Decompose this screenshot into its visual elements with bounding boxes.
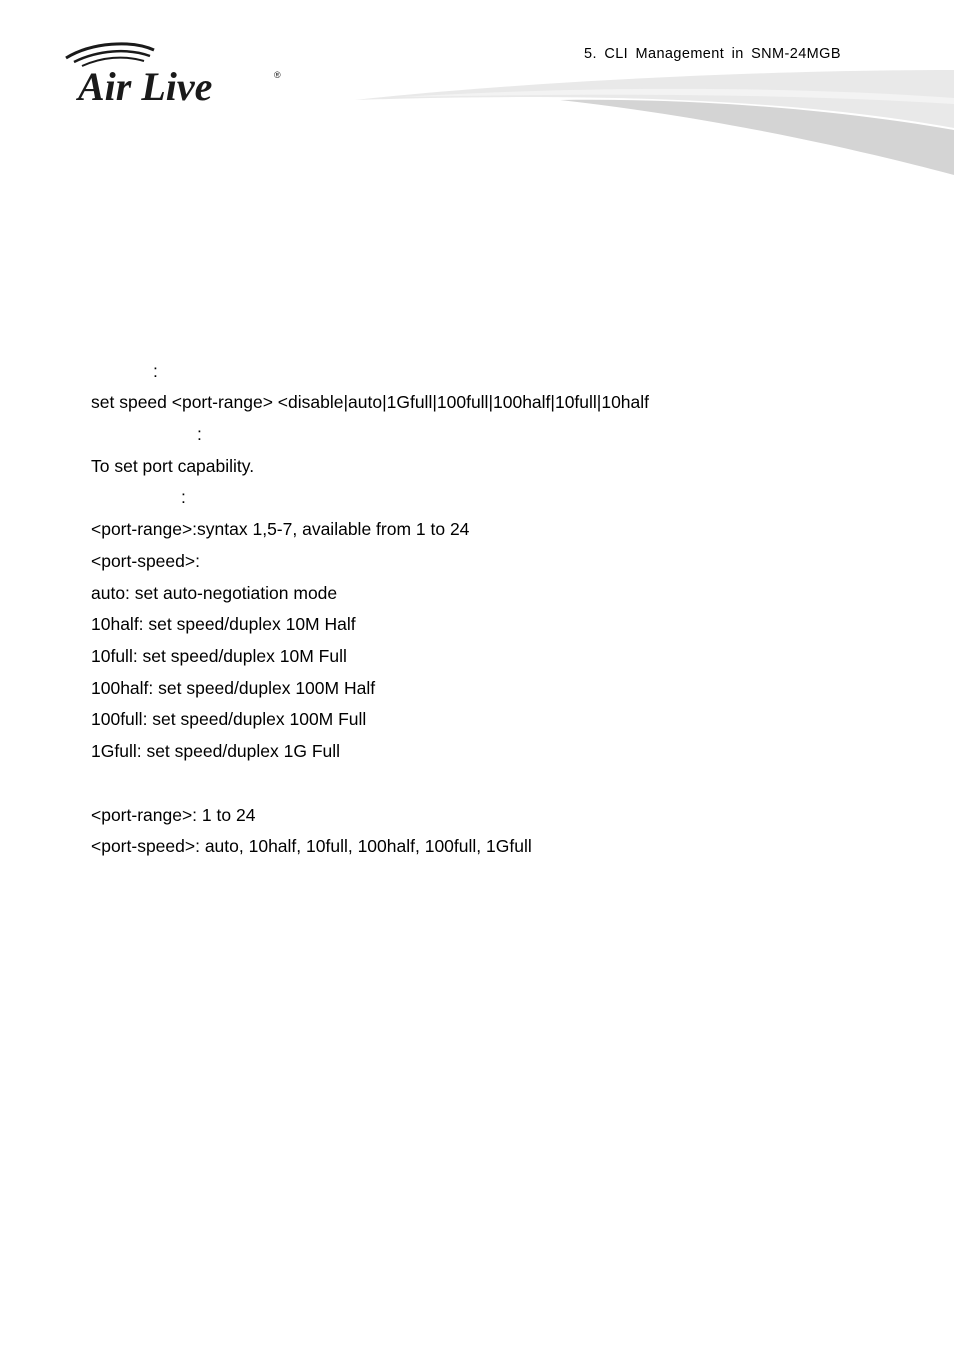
description-text: To set port capability.: [91, 456, 255, 476]
possible-value-line: <port-range>: 1 to 24: [91, 805, 256, 825]
syntax-text: set speed <port-range> <disable|auto|1Gfull|100full|100half|10full|10half: [91, 392, 650, 412]
airlive-logo: [62, 40, 292, 110]
argument-line: <port-speed>:: [91, 551, 200, 571]
syntax-label-colon: :: [153, 361, 158, 381]
argument-line: 1Gfull: set speed/duplex 1G Full: [91, 741, 341, 761]
argument-line: 10full: set speed/duplex 10M Full: [91, 646, 347, 666]
registered-mark: ®: [274, 70, 281, 80]
argument-line: <port-range>:syntax 1,5-7, available from 1 to 24: [91, 519, 470, 539]
argument-line: 100half: set speed/duplex 100M Half: [91, 678, 376, 698]
chapter-title: 5. CLI Management in SNM-24MGB: [584, 46, 841, 62]
logo-wordmark: Air Live: [78, 64, 213, 109]
argument-line: auto: set auto-negotiation mode: [91, 583, 338, 603]
description-label-colon: :: [197, 424, 202, 444]
argument-line: 100full: set speed/duplex 100M Full: [91, 709, 367, 729]
argument-line: 10half: set speed/duplex 10M Half: [91, 614, 356, 634]
argument-label-colon: :: [181, 487, 186, 507]
possible-value-line: <port-speed>: auto, 10half, 10full, 100half, 100full, 1Gfull: [91, 836, 532, 856]
